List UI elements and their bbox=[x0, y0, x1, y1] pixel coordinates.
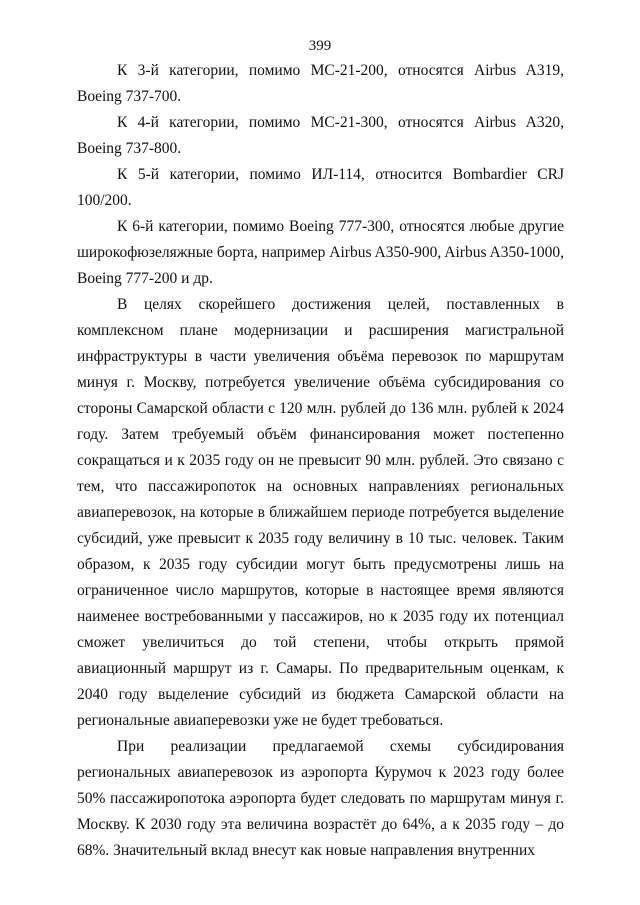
paragraph-subsidy-scheme: При реализации предлагаемой схемы субсидирования региональных авиаперевозок из аэропорта Курумоч к 2023 году более 50% пассажиропотока аэропорта будет следовать по маршрутам минуя г. Москву. К 2030 году эта величина возрастёт до 64%, а к 2035 году – до 68%. Значительный вклад внесут как новые направления внутренних bbox=[77, 738, 564, 859]
paragraph-category-4: К 4-й категории, помимо МС-21-300, относятся Airbus A320, Boeing 737-800. bbox=[77, 114, 564, 157]
paragraph-subsidy-goals: В целях скорейшего достижения целей, поставленных в комплексном плане модернизации и расширения магистральной инфраструктуры в части увеличения объёма перевозок по маршрутам минуя г. Москву, потребуется увеличение объёма субсидирования со стороны Самарской области с 120 млн. рублей до 136 млн. рублей к 2024 году. Затем требуемый объём финансирования может постепенно сокращаться и к 2035 году он не превысит 90 млн. рублей. Это связано с тем, что пассажиропоток на основных направлениях региональных авиаперевозок, на которые в ближайшем периоде потребуется выделение субсидий, уже превысит к 2035 году величину в 10 тыс. человек. Таким образом, к 2035 году субсидии могут быть предусмотрены лишь на ограниченное число маршрутов, которые в настоящее время являются наименее востребованными у пассажиров, но к 2035 году их потенциал сможет увеличиться до той степени, чтобы открыть прямой авиационный маршрут из г. Самары. По предварительным оценкам, к 2040 году выделение субсидий из бюджета Самарской области на региональные авиаперевозки уже не будет требоваться. bbox=[77, 296, 564, 729]
paragraph-category-5: К 5-й категории, помимо ИЛ-114, относится Bombardier CRJ 100/200. bbox=[77, 166, 564, 209]
paragraph-category-3: К 3-й категории, помимо МС-21-200, относятся Airbus A319, Boeing 737-700. bbox=[77, 62, 564, 105]
document-body bbox=[77, 58, 564, 864]
page-number: 399 bbox=[308, 38, 332, 54]
paragraph-category-6: К 6-й категории, помимо Boeing 777-300, относятся любые другие широкофюзеляжные борта, например Airbus A350-900, Airbus A350-1000, Boeing 777-200 и др. bbox=[77, 218, 564, 287]
